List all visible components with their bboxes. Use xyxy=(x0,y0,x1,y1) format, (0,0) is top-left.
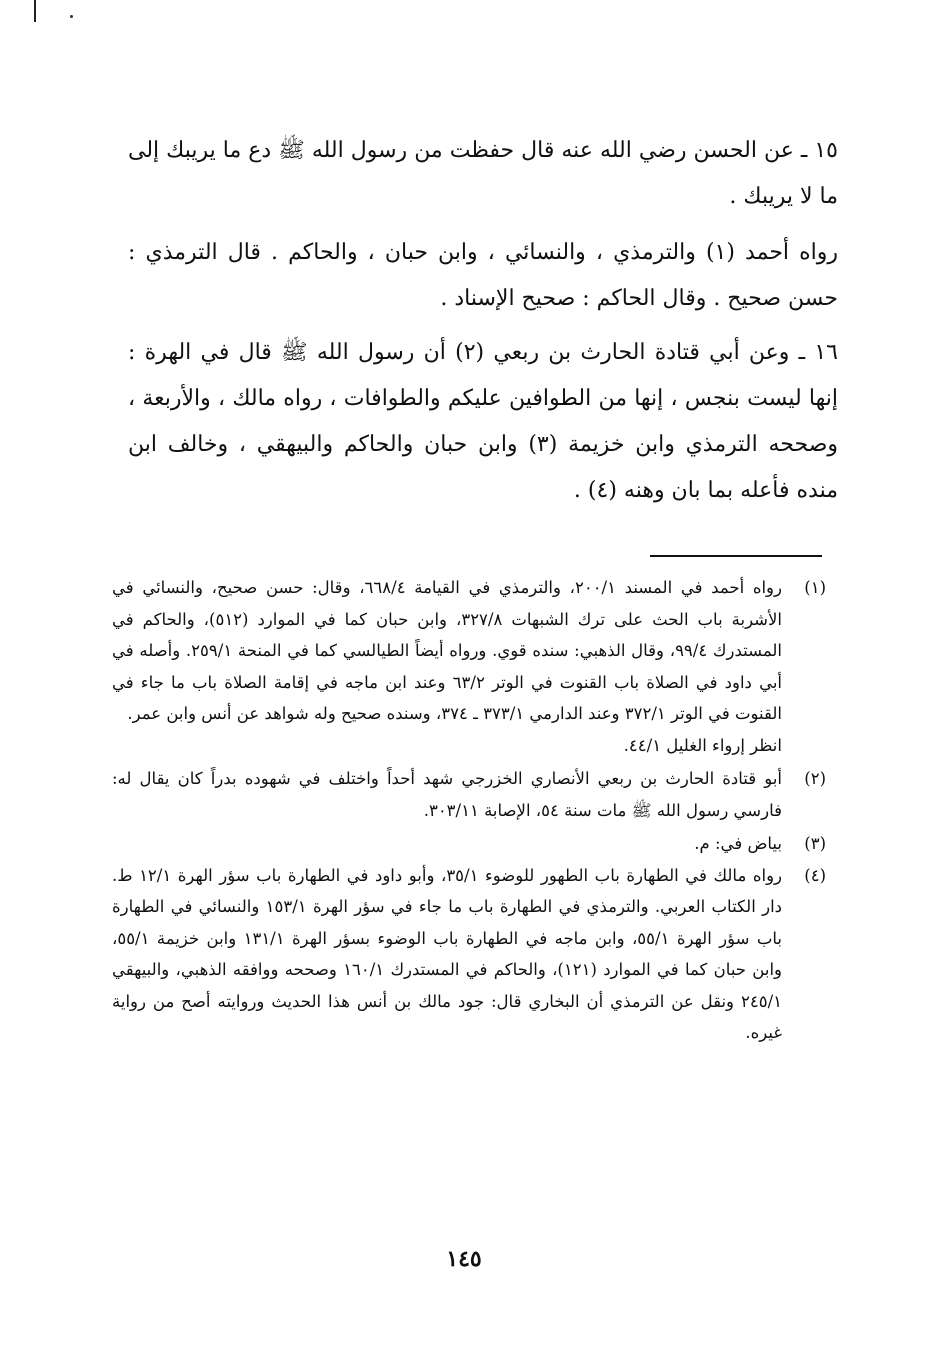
footnote-paragraph: رواه أحمد في المسند ٢٠٠/١، والترمذي في القيامة ٦٦٨/٤، وقال: حسن صحيح، والنسائي في الأشربة باب الحث على ترك الشبهات ٣٢٧/٨، وابن حبان كما في الموارد (٥١٢)، والحاكم في المستدرك ٩٩/٤، وقال الذهبي: سنده قوي. ورواه أيضاً الطيالسي كما في المنحة ٢٥٩/١. وأصله في أبي داود في الصلاة باب القنوت في الوتر ٦٣/٢ وعند ابن ماجه في إقامة الصلاة باب ما جاء في القنوت في الوتر ٣٧٢/١ وعند الدارمي ٣٧٣/١ ـ ٣٧٤، وسنده صحيح وله شواهد عن أنس وابن عمر. xyxy=(112,578,782,723)
hadith-15-takhrij-paragraph xyxy=(128,230,838,322)
footnote-1 xyxy=(112,572,826,761)
footnotes-section xyxy=(112,572,826,1049)
footnote-number: (١) xyxy=(804,578,826,597)
takhrij-15-text: رواه أحمد (١) والترمذي ، والنسائي ، وابن حبان ، والحاكم . قال الترمذي : حسن صحيح . وقال الحاكم : صحيح الإسناد . xyxy=(128,240,839,311)
footnote-2 xyxy=(112,763,826,826)
hadith-15-text: ١٥ ـ عن الحسن رضي الله عنه قال حفظت من رسول الله ﷺ دع ما يريبك إلى ما لا يريبك . xyxy=(128,138,838,209)
page-number: ١٤٥ xyxy=(446,1246,482,1272)
footnote-3 xyxy=(112,828,826,860)
footnote-number: (٢) xyxy=(804,769,826,788)
footnote-body xyxy=(112,572,782,761)
hadith-15-paragraph xyxy=(128,128,838,220)
scan-edge-mark xyxy=(34,0,36,22)
footnote-body xyxy=(112,828,782,860)
footnote-number: (٤) xyxy=(804,865,826,885)
footnote-number: (٣) xyxy=(804,834,826,853)
footnote-paragraph: بياض في: م. xyxy=(694,834,782,853)
footnote-body xyxy=(112,860,782,1049)
footnote-paragraph: أبو قتادة الحارث بن ربعي الأنصاري الخزرجي شهد أحداً واختلف في شهوده بدراً كان يقال له: فارسي رسول الله ﷺ مات سنة ٥٤، الإصابة ٣٠٣/١١. xyxy=(112,769,782,820)
footnote-separator xyxy=(650,555,822,557)
footnote-paragraph: رواه مالك في الطهارة باب الطهور للوضوء ٣٥/١، وأبو داود في الطهارة باب سؤر الهرة ١٢/١ ط. دار الكتاب العربي. والترمذي في الطهارة باب ما جاء في سؤر الهرة ١٥٣/١ والنسائي في الطهارة باب سؤر الهرة ٥٥/١، وابن ماجه في الطهارة باب الوضوء بسؤر الهرة ١٣١/١ وابن خزيمة ٥٥/١، وابن حبان كما في الموارد (١٢١)، والحاكم في المستدرك ١٦٠/١ وصححه ووافقه الذهبي، والبيهقي ٢٤٥/١ ونقل عن الترمذي أن البخاري قال: جود مالك بن أنس هذا الحديث وروايته أصح من رواية غيره. xyxy=(112,865,783,1042)
scan-speck xyxy=(70,15,73,18)
hadith-16-paragraph xyxy=(128,330,838,514)
footnote-body xyxy=(112,763,782,826)
footnote-paragraph: انظر إرواء الغليل ٤٤/١. xyxy=(623,735,782,755)
footnote-4 xyxy=(112,860,826,1049)
hadith-16-text: ١٦ ـ وعن أبي قتادة الحارث بن ربعي (٢) أن رسول الله ﷺ قال في الهرة : إنها ليست بنجس ، إنها من الطوافين عليكم والطوافات ، رواه مالك ، والأربعة ، وصححه الترمذي وابن خزيمة (٣) وابن حبان والحاكم والبيهقي ، وخالف ابن منده فأعله بما بان وهنه (٤) . xyxy=(128,340,838,503)
